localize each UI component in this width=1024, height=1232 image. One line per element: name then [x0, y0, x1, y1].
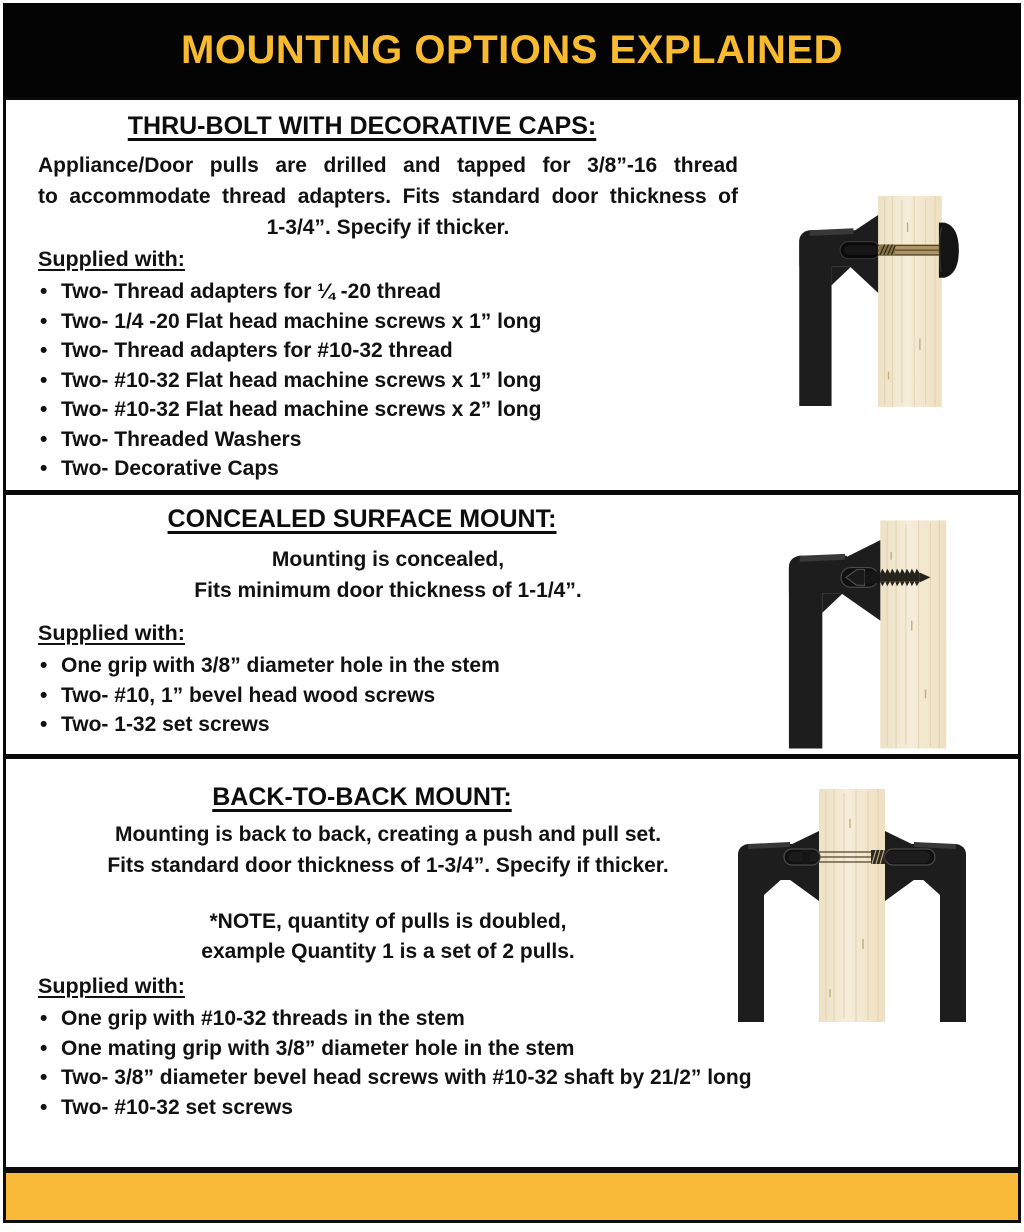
bullet-icon: •	[40, 398, 48, 421]
intro-line: Fits standard door thickness of 1-3/4”. Specify if thicker.	[107, 854, 669, 877]
back-to-back-illustration	[732, 789, 972, 1024]
bullet-icon: •	[40, 1007, 48, 1030]
decorative-cap	[939, 223, 959, 278]
list-item	[40, 425, 1008, 455]
bullet-icon: •	[40, 683, 48, 707]
thru-bolt-illustration	[792, 196, 968, 424]
intro-line: Appliance/Door pulls are drilled and tapped for 3/8”-16 thread	[38, 154, 738, 177]
bullet-icon: •	[40, 1036, 48, 1060]
section-thru-bolt	[3, 97, 1021, 493]
intro-line: to accommodate thread adapters. Fits standard door thickness of	[38, 185, 738, 208]
list-item	[40, 1093, 1008, 1123]
list-item-text: Two- #10-32 Flat head machine screws x 2” long	[61, 398, 542, 421]
bullet-icon: •	[40, 654, 48, 677]
wood-board	[880, 520, 946, 748]
list-item-text: Two- Thread adapters for #10-32 thread	[61, 339, 453, 362]
list-item-text: Two- 1/4 -20 Flat head machine screws x 1” long	[61, 309, 542, 333]
intro-line: Mounting is concealed,	[271, 548, 505, 571]
list-item-text: Two- 1-32 set screws	[61, 713, 270, 736]
bullet-icon: •	[40, 280, 48, 303]
list-item-text: Two- 3/8” diameter bevel head screws with #10-32 shaft by 21/2” long	[61, 1066, 752, 1089]
bullet-icon: •	[40, 309, 48, 333]
list-item-text: Two- #10-32 set screws	[61, 1095, 293, 1119]
section-intro	[38, 544, 738, 606]
concealed-mount-illustration	[784, 511, 956, 750]
supplied-with-label: Supplied with:	[38, 621, 185, 645]
section-concealed-surface-mount	[3, 493, 1021, 757]
note-line: *NOTE, quantity of pulls is doubled,	[209, 910, 567, 933]
section-intro	[38, 819, 738, 881]
list-item-text: Two- #10-32 Flat head machine screws x 1” long	[61, 368, 542, 392]
list-item	[40, 1063, 1008, 1093]
supplied-with-label: Supplied with:	[38, 247, 185, 271]
note-text	[38, 907, 738, 967]
section-title: CONCEALED SURFACE MOUNT:	[167, 505, 557, 533]
note-line: example Quantity 1 is a set of 2 pulls.	[201, 940, 575, 963]
intro-line: 1-3/4”. Specify if thicker.	[266, 216, 510, 239]
bullet-icon: •	[40, 427, 48, 451]
list-item	[40, 454, 1008, 484]
connecting-bolt	[784, 849, 935, 865]
page-title: MOUNTING OPTIONS EXPLAINED	[181, 27, 843, 72]
section-title: BACK-TO-BACK MOUNT:	[212, 783, 512, 811]
list-item	[40, 1034, 1008, 1064]
list-item-text: One grip with #10-32 threads in the stem	[61, 1007, 465, 1030]
list-item-text: One grip with 3/8” diameter hole in the stem	[61, 654, 500, 677]
wood-board	[819, 789, 885, 1022]
list-item-text: Two- Threaded Washers	[61, 427, 302, 451]
header-bar	[3, 3, 1021, 97]
list-item-text: One mating grip with 3/8” diameter hole in the stem	[61, 1036, 575, 1060]
intro-line: Mounting is back to back, creating a push and pull set.	[114, 823, 662, 846]
intro-line: Fits minimum door thickness of 1-1/4”.	[194, 579, 582, 602]
section-intro	[38, 150, 738, 243]
list-item-text: Two- Decorative Caps	[61, 457, 279, 480]
bullet-icon: •	[40, 713, 48, 736]
section-back-to-back	[3, 757, 1021, 1170]
bullet-icon: •	[40, 1066, 48, 1089]
list-item-text: Two- Thread adapters for ¼ -20 thread	[61, 280, 442, 303]
footer-accent-bar	[3, 1170, 1021, 1223]
list-item-text: Two- #10, 1” bevel head wood screws	[61, 683, 436, 707]
wood-board	[878, 196, 942, 407]
supplied-with-label: Supplied with:	[38, 974, 185, 998]
bullet-icon: •	[40, 1095, 48, 1119]
section-title: THRU-BOLT WITH DECORATIVE CAPS:	[127, 112, 597, 140]
bullet-icon: •	[40, 339, 48, 362]
bullet-icon: •	[40, 368, 48, 392]
bullet-icon: •	[40, 457, 48, 480]
